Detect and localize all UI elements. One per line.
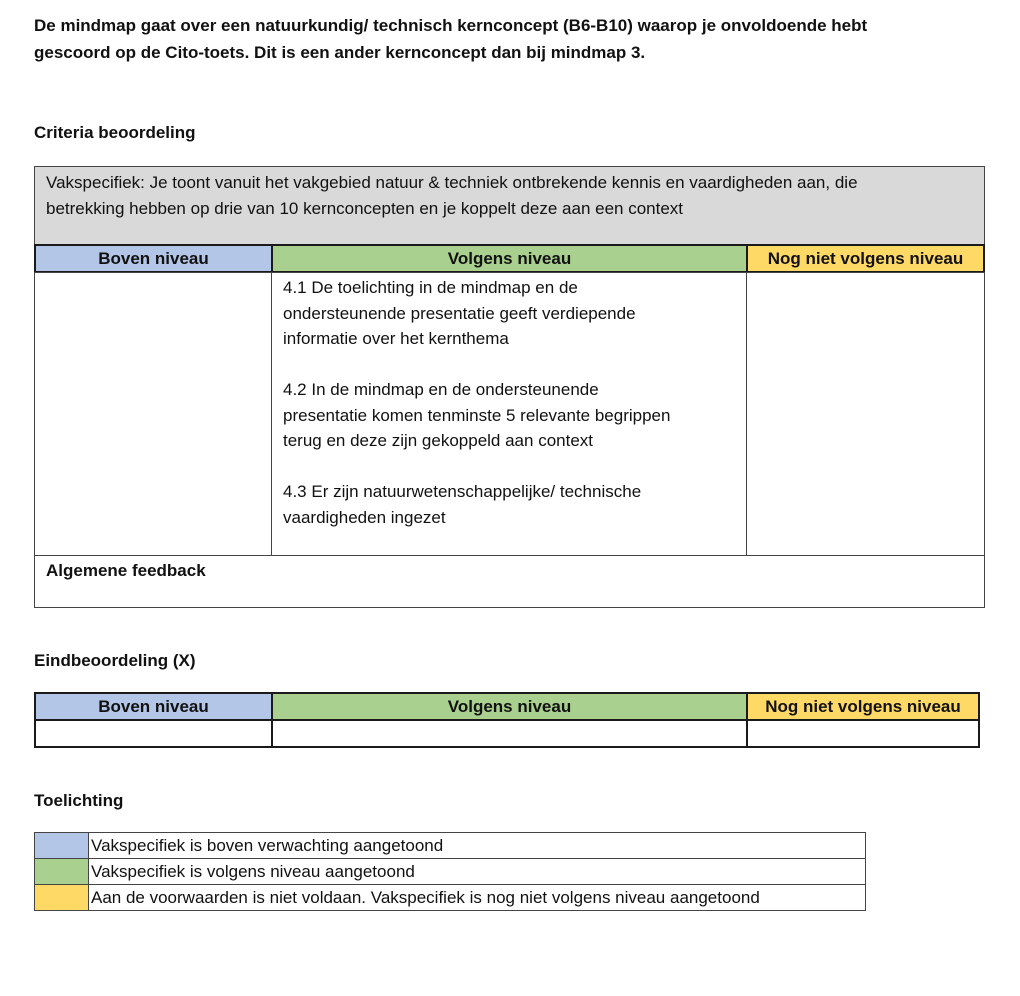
legend-text-volgens: Vakspecifiek is volgens niveau aangetoond (91, 862, 415, 881)
legend-row-boven (34, 832, 866, 859)
eind-header-boven: Boven niveau (34, 692, 273, 721)
legend-row-nog-niet (34, 884, 866, 911)
criteria-cell-boven[interactable] (34, 272, 272, 556)
criteria-cell-volgens (271, 272, 747, 556)
criterion-4-1 (283, 275, 735, 352)
criteria-description (35, 167, 984, 244)
criteria-description-line-2: betrekking hebben op drie van 10 kernconcepten en je koppelt deze aan een context (46, 199, 684, 218)
legend-text-boven: Vakspecifiek is boven verwachting aangetoond (91, 836, 444, 855)
criterion-4-2-line-1: 4.2 In de mindmap en de ondersteunende (283, 380, 599, 399)
criterion-4-3-line-2: vaardigheden ingezet (283, 507, 446, 527)
eind-header-volgens: Volgens niveau (271, 692, 748, 721)
criterion-4-1-line-2: ondersteunende presentatie geeft verdiepende (283, 303, 636, 323)
criteria-header-volgens: Volgens niveau (271, 244, 748, 273)
criterion-4-3 (283, 479, 735, 530)
criterion-4-2-line-2: presentatie komen tenminste 5 relevante begrippen (283, 405, 671, 425)
criteria-header-nog-niet: Nog niet volgens niveau (746, 244, 985, 273)
legend-swatch-blue (35, 833, 89, 858)
eind-cell-volgens[interactable] (271, 719, 748, 748)
criteria-description-line-1: Vakspecifiek: Je toont vanuit het vakgebied natuur & techniek ontbrekende kennis en vaardigheden aan, die (46, 173, 858, 192)
legend-swatch-yellow (35, 885, 89, 910)
legend-text-nog-niet: Aan de voorwaarden is niet voldaan. Vakspecifiek is nog niet volgens niveau aangetoond (91, 888, 760, 907)
criterion-4-2 (283, 377, 735, 454)
criteria-heading: Criteria beoordeling (34, 123, 196, 142)
feedback-label: Algemene feedback (46, 561, 206, 580)
criterion-4-2-line-3: terug en deze zijn gekoppeld aan context (283, 431, 594, 450)
legend-row-volgens (34, 858, 866, 885)
eind-cell-nog-niet[interactable] (746, 719, 980, 748)
eind-cell-boven[interactable] (34, 719, 273, 748)
intro-text (34, 12, 994, 66)
legend-swatch-green (35, 859, 89, 884)
eind-header-nog-niet: Nog niet volgens niveau (746, 692, 980, 721)
eindbeoordeling-heading: Eindbeoordeling (X) (34, 651, 196, 670)
criterion-4-3-line-1: 4.3 Er zijn natuurwetenschappelijke/ technische (283, 482, 642, 501)
criteria-header-boven: Boven niveau (34, 244, 273, 273)
criteria-cell-nog-niet[interactable] (746, 272, 985, 556)
intro-line-1: De mindmap gaat over een natuurkundig/ technisch kernconcept (B6-B10) waarop je onvoldoende hebt (34, 16, 868, 35)
feedback-cell[interactable] (34, 555, 985, 608)
intro-line-2: gescoord op de Cito-toets. Dit is een ander kernconcept dan bij mindmap 3. (34, 43, 646, 62)
criterion-4-1-line-3: informatie over het kernthema (283, 329, 509, 348)
toelichting-heading: Toelichting (34, 791, 124, 810)
criterion-4-1-line-1: 4.1 De toelichting in de mindmap en de (283, 278, 578, 297)
